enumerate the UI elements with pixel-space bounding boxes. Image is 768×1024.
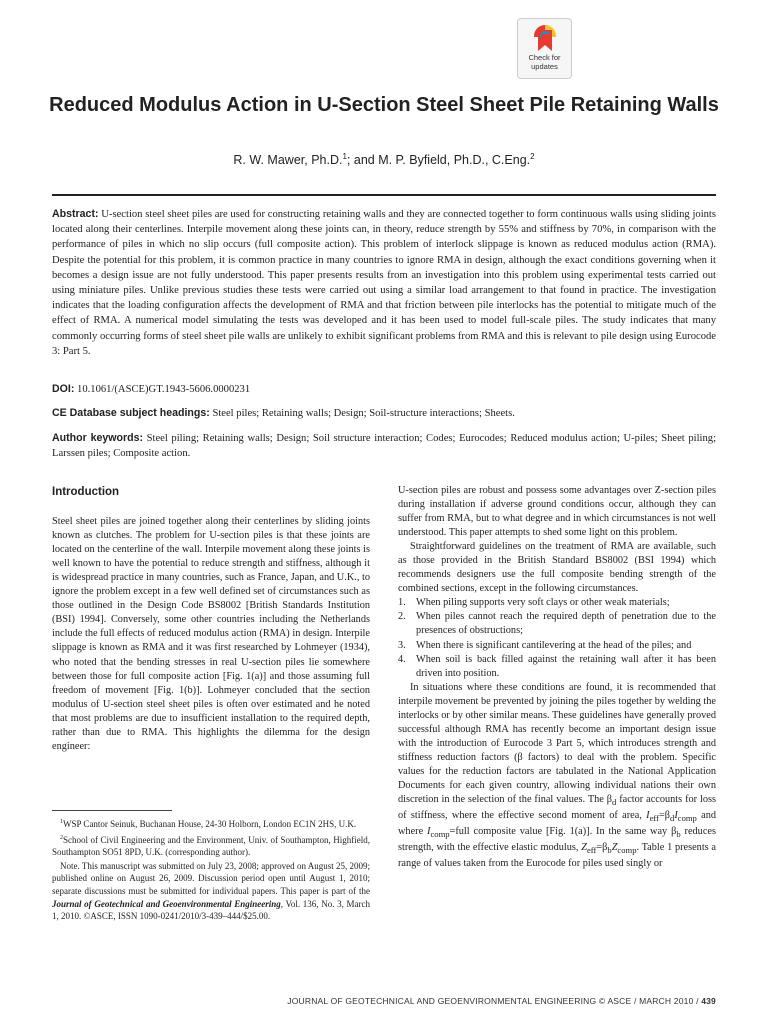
footnotes [52,816,370,924]
header-rule [52,194,716,196]
footnote-2: $^2$School of Civil Engineering and the Environment, Univ. of Southampton, Highfield, Southampton SO51 8PD, U.K. (corresponding author). [52,834,370,858]
list-item: 4. When soil is back filled against the retaining wall after it has been driven into position. [398,653,716,679]
subject-headings-text: Steel piles; Retaining walls; Design; Soil-structure interactions; Sheets. [212,408,515,419]
badge-line-2: updates [531,61,558,71]
abstract-label: Abstract: [52,208,99,220]
list-item: 1. When piling supports very soft clays or other weak materials; [398,597,670,609]
footnote-rule [52,810,172,811]
doi-label: DOI: [52,383,75,395]
author-separator: ; and M. P. Byfield, Ph.D., C.Eng. [346,153,531,168]
check-for-updates-badge[interactable] [517,18,572,79]
page-footer [52,996,716,1006]
subject-headings-label: CE Database subject headings: [52,407,210,419]
manuscript-note: Note. This manuscript was submitted on July 23, 2008; approved on August 25, 2009; published online on August 26, 2009. Discussion period open until August 1, 2010; separate discussions must be submitted for individual papers. This paper is part of the Journal of Geotechnical and Geoenvironmental Engineering, Vol. 136, No. 3, March 1, 2010. ©ASCE, ISSN 1090-0241/2010/3-439–444/$25.00. [52,860,370,922]
footnote-1-mark: 1 [60,819,63,825]
author-1-affiliation-mark: 1 [342,152,347,161]
intro-paragraph: Steel sheet piles are joined together along their centerlines by sliding joints known as clutches. The problem for U-section piles is that these joints are located on the centerline of the wall. Interpile movement along these joints is well known to have the potential to reduce strength and stiffness, although it is widespread practice in many countries, such as France, Japan, and U.K., to ignore the problem except in a few well defined set of circumstances such as those outlined in the Design Code BS8002 [British Standards Institution (BSI) 1994]. Conversely, some other countries including the Netherlands include the full effects of reduced modulus action (RMA) in design. Interpile slippage is known as RMA and it was first researched by Lohmeyer (1934), who noted that the bending stresses in real U-section piles lie somewhere between those for full composite action [Fig. 1(a)] and those assuming full freedom of movement [Fig. 1(b)]. Lohmeyer concluded that the section modulus of U-section steel sheet piles is often over estimated and he noted that most problems are due to insufficient installation to the required depth, rather than due to RMA. This highlights the dilemma for the design engineer: [52,516,370,752]
section-heading-introduction: Introduction [52,486,120,498]
paper-title: Reduced Modulus Action in U-Section Steel Sheet Pile Retaining Walls [49,94,719,116]
author-1: R. W. Mawer, Ph.D. [233,153,343,168]
abstract [52,207,716,359]
author-keywords [52,431,716,461]
authors-line [40,152,728,167]
doi-line [52,382,716,397]
left-column [52,485,370,754]
abstract-text: U-section steel sheet piles are used for constructing retaining walls and they are connected together to form continuous walls using sliding joints located along their centerlines. Interpile movement along these joints can, in theory, reduce strength by 55% and stiffness by 70%, in comparison with the performance of piles in which no slip occurs (full composite action). This problem of interlock slippage is known as reduced modulus action (RMA). Despite the potential for this problem, it is common practice in many countries to ignore RMA in design, although the exact conditions governing when it becomes a design issue are not fully understood. This paper presents results from an investigation into this problem using experimental tests carried out using miniature piles. Unlike previous studies these tests were carried out using a similar load arrangement to that found in practice. The investigation indicates that the loading configuration affects the development of RMA and that friction between pile interlocks has the potential to mitigate much of the effect of RMA. A numerical model simulating the tests was developed and it has been used to model full-scale piles. The study indicates that many commonly occurring forms of steel sheet pile walls are unlikely to exhibit significant problems from RMA and this is relevant to pile design using Eurocode 3: Part 5. [52,209,716,357]
subject-headings [52,406,716,421]
footnote-1: $^1$WSP Cantor Seinuk, Buchanan House, 24-30 Holborn, London EC1N 2HS, U.K. [60,819,357,829]
right-paragraph-2: Straightforward guidelines on the treatment of RMA are available, such as those provided in the British Standard BS8002 (BSI 1994) which recommends designers use the full composite bending strength of the combined sections, except in the following circumstances. [398,541,716,595]
journal-name: Journal of Geotechnical and Geoenvironmental Engineering [52,898,281,909]
author-2-affiliation-mark: 2 [530,152,535,161]
list-item: 2. When piles cannot reach the required depth of penetration due to the presences of obstructions; [398,611,716,637]
footnote-2-mark: 2 [60,834,63,841]
author-keywords-label: Author keywords: [52,432,144,444]
right-column [398,484,716,871]
crossmark-icon [532,23,558,53]
right-paragraph-3: In situations where these conditions are found, it is recommended that interpile movement be prevented by joining the piles together by welding the interlocks or by other similar means. These guidelines have generally proved successful although RMA has recently become an important design issue with the introduction of Eurocode 3 Part 5, which introduces strength and stiffness reduction factors (β factors) to deal with the problem. Specific values for the reduction factors are tabulated in the National Application Documents for each given country, allowing individual nations their own discretion in the selection of the final values. The $\beta_d$ factor accounts for loss of stiffness, where the effective second moment of area, $I_{eff}=\beta_dI_{comp}$ and where $I_{comp}=full$ composite value [Fig. 1(a)]. In the same way $\beta_b$ reduces strength, with the effective elastic modulus, $Z_{eff}=\beta_bZ_{comp}$. Table 1 presents a range of values taken from the Eurocode for piles used singly or [398,681,717,870]
badge-line-1: Check for [528,53,561,62]
footer-journal: JOURNAL OF GEOTECHNICAL AND GEOENVIRONMENTAL ENGINEERING © ASCE / MARCH 2010 / [287,996,702,1006]
author-keywords-text: Steel piling; Retaining walls; Design; Soil structure interaction; Codes; Eurocodes; Reduced modulus action; U-piles; Sheet piling; Larssen piles; Composite action. [52,433,717,460]
doi-value[interactable]: 10.1061/(ASCE)GT.1943-5606.0000231 [77,384,251,395]
list-item: 3. When there is significant cantilevering at the head of the piles; and [398,639,692,651]
page-number: 439 [701,996,716,1006]
right-paragraph-1: U-section piles are robust and possess some advantages over Z-section piles during installation if adverse ground conditions occur, although they can suffer from RMA, but to what degree and in which circumstances is not well understood. This paper attempts to shed some light on this problem. [398,485,716,539]
